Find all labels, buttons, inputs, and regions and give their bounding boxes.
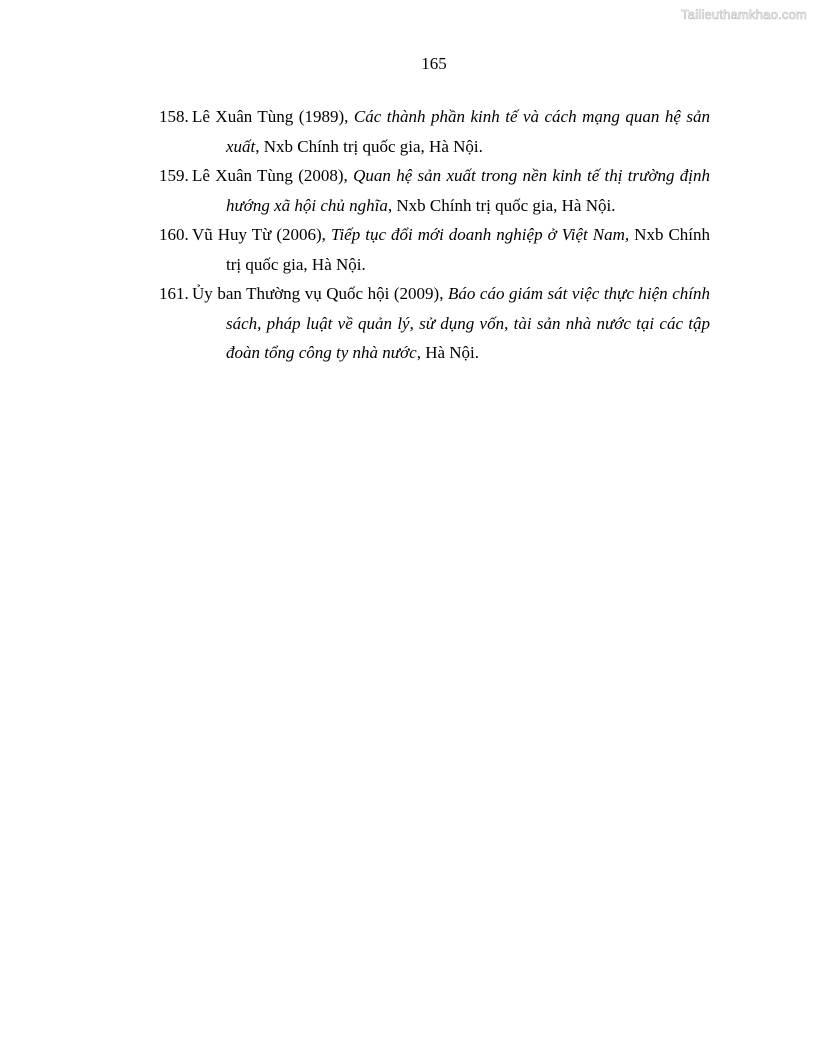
reference-publisher: , Hà Nội. xyxy=(416,343,480,362)
reference-item-158 xyxy=(159,102,710,161)
reference-author-year: Lê Xuân Tùng (1989), xyxy=(192,107,354,126)
reference-author-year: Lê Xuân Tùng (2008), xyxy=(192,166,354,185)
reference-item-160 xyxy=(159,220,710,279)
reference-title: Tiếp tục đổi mới doanh nghiệp ở Việt Nam, xyxy=(330,225,630,244)
reference-item-161 xyxy=(159,279,710,368)
reference-publisher: Nxb Chính trị quốc gia, Hà Nội. xyxy=(226,225,711,274)
reference-title: Các thành phần kinh tế và cách mạng quan hệ sản xuất xyxy=(226,107,711,156)
reference-item-159 xyxy=(159,161,710,220)
reference-publisher: , Nxb Chính trị quốc gia, Hà Nội. xyxy=(255,136,483,156)
watermark: Tailieuthamkhao.com xyxy=(681,7,807,22)
reference-author-year: Vũ Huy Từ (2006), xyxy=(192,225,331,244)
reference-number: 158. xyxy=(159,107,189,126)
reference-title: Báo cáo giám sát việc thực hiện chính sách, pháp luật về quản lý, sử dụng vốn, tài sản nhà nước tại các tập đoàn tổng công ty nhà nước xyxy=(226,284,710,362)
reference-number: 160. xyxy=(159,225,189,244)
reference-number: 159. xyxy=(159,166,189,185)
reference-publisher: , Nxb Chính trị quốc gia, Hà Nội. xyxy=(387,195,616,215)
reference-list xyxy=(159,102,710,368)
reference-author-year: Ủy ban Thường vụ Quốc hội (2009), xyxy=(192,284,448,303)
reference-number: 161. xyxy=(159,284,189,303)
page-number: 165 xyxy=(421,54,447,73)
reference-title: Quan hệ sản xuất trong nền kinh tế thị trường định hướng xã hội chủ nghĩa xyxy=(226,166,710,215)
